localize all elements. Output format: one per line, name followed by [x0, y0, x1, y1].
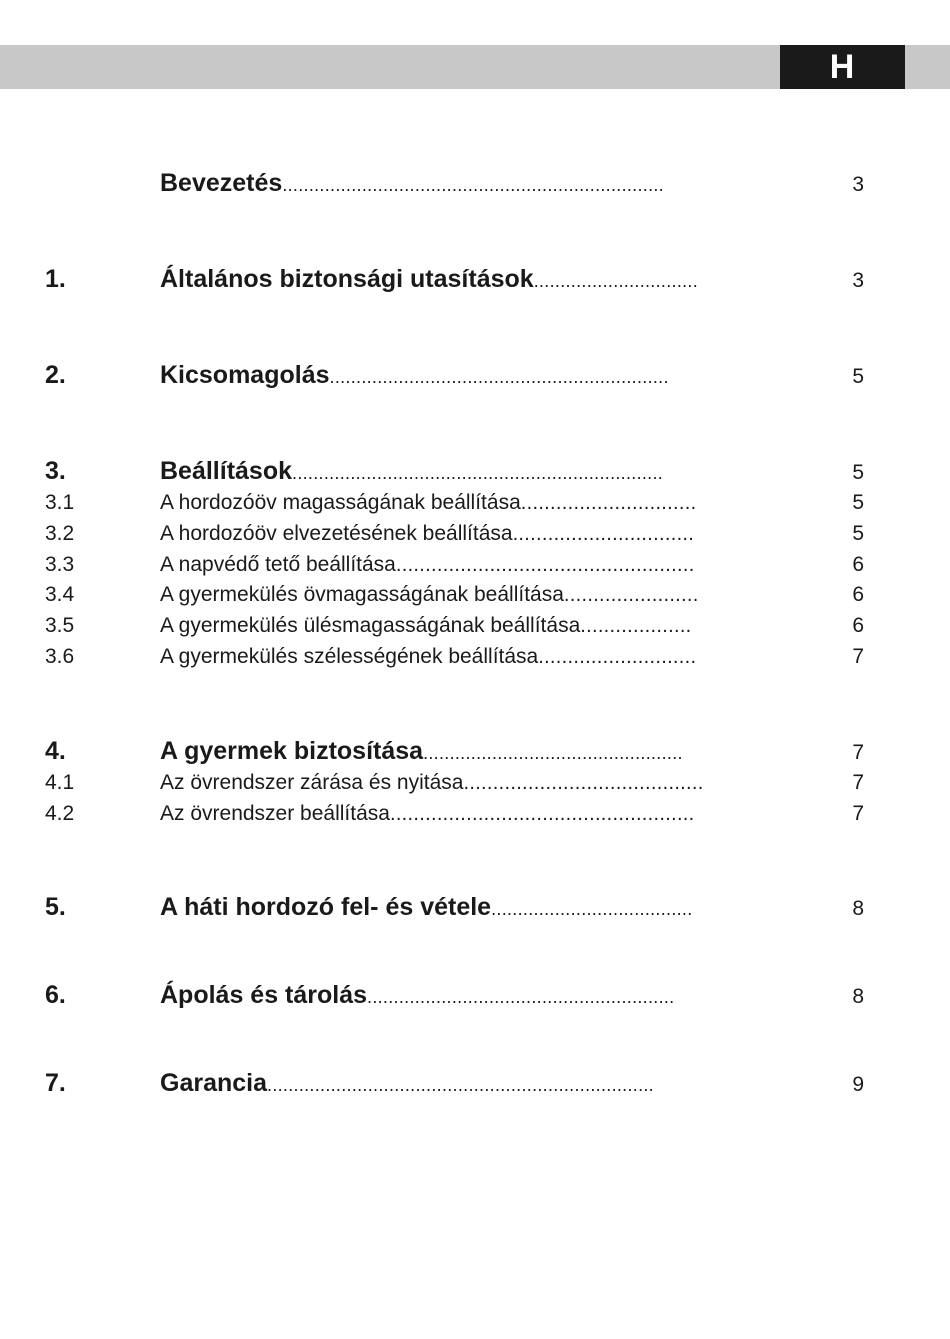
toc-title	[160, 552, 695, 578]
toc-page-number: 7	[852, 741, 864, 764]
toc-leader-dots: ...................................................	[395, 554, 695, 576]
toc-number: 3.3	[45, 553, 75, 576]
toc-title	[160, 613, 692, 639]
toc-leader-dots: ........................................................................	[282, 175, 664, 195]
toc-leader-dots: ...................	[580, 615, 692, 637]
toc-number: 1.	[45, 265, 66, 293]
toc-page-number: 5	[852, 461, 864, 484]
toc-title-text: Kicsomagolás	[160, 361, 330, 389]
toc-title	[160, 582, 699, 608]
toc-title-text: A gyermekülés ülésmagasságának beállítása	[160, 614, 581, 637]
toc-number: 3.	[45, 457, 66, 485]
toc-title-text: Az övrendszer zárása és nyitása	[160, 771, 464, 794]
toc-number: 6.	[45, 981, 66, 1009]
toc-page-number: 3	[852, 173, 864, 196]
toc-page-number: 7	[852, 771, 864, 794]
toc-leader-dots: ..........................................................	[367, 987, 675, 1007]
toc-leader-dots: ................................................................	[329, 367, 669, 387]
toc-leader-dots: .................................................	[423, 743, 683, 763]
toc-title-text: Garancia	[160, 1069, 268, 1097]
toc-title-text: A hordozóöv magasságának beállítása	[160, 491, 521, 514]
toc-title	[160, 892, 693, 924]
toc-title-text: A napvédő tető beállítása	[160, 553, 396, 576]
toc-title-text: Beállítások	[160, 457, 293, 485]
toc-number: 4.	[45, 737, 66, 765]
toc-number: 3.6	[45, 645, 75, 668]
toc-title-text: A hordozóöv elvezetésének beállítása	[160, 522, 513, 545]
toc-title	[160, 644, 696, 670]
toc-title-text: Az övrendszer beállítása	[160, 802, 390, 825]
toc-leader-dots: .........................................................................	[267, 1075, 654, 1095]
toc-page-number: 6	[852, 583, 864, 606]
toc-leader-dots: ....................................................	[389, 803, 695, 825]
toc-title-text: Általános biztonsági utasítások	[160, 265, 534, 293]
toc-page-number: 3	[852, 269, 864, 292]
toc-title	[160, 264, 698, 296]
toc-leader-dots: ......................................	[491, 899, 693, 919]
toc-title-text: Ápolás és tárolás	[160, 981, 368, 1009]
toc-page-number: 5	[852, 491, 864, 514]
toc-number: 3.1	[45, 491, 75, 514]
toc-page-number: 9	[852, 1073, 864, 1096]
toc-number: 3.5	[45, 614, 75, 637]
toc-title	[160, 770, 704, 796]
toc-page-number: 5	[852, 365, 864, 388]
toc-page-number: 7	[852, 802, 864, 825]
toc-title	[160, 801, 695, 827]
toc-number: 3.4	[45, 583, 75, 606]
toc-title	[160, 490, 696, 516]
toc-title	[160, 168, 664, 200]
toc-leader-dots: ...............................	[512, 523, 695, 545]
toc-leader-dots: ...............................	[533, 271, 699, 291]
toc-title-text: A gyermek biztosítása	[160, 737, 424, 765]
toc-title	[160, 980, 675, 1012]
toc-page-number: 7	[852, 645, 864, 668]
toc-leader-dots: ......................................................................	[292, 463, 664, 483]
toc-number: 5.	[45, 893, 66, 921]
toc-title-text: A háti hordozó fel- és vétele	[160, 893, 492, 921]
toc-number: 4.2	[45, 802, 75, 825]
toc-leader-dots: ...........................	[538, 646, 697, 668]
toc-number: 4.1	[45, 771, 75, 794]
toc-leader-dots: ..............................	[520, 492, 697, 514]
toc-number: 2.	[45, 361, 66, 389]
toc-title	[160, 456, 663, 488]
toc-title-text: A gyermekülés övmagasságának beállítása	[160, 583, 564, 606]
toc-title	[160, 360, 669, 392]
toc-title	[160, 521, 694, 547]
toc-number: 7.	[45, 1069, 66, 1097]
toc-title	[160, 736, 683, 768]
toc-title-text: A gyermekülés szélességének beállítása	[160, 645, 539, 668]
toc-page-number: 6	[852, 614, 864, 637]
toc-title	[160, 1068, 654, 1100]
toc-title-text: Bevezetés	[160, 169, 283, 197]
toc-page-number: 8	[852, 897, 864, 920]
toc-page-number: 6	[852, 553, 864, 576]
toc-number: 3.2	[45, 522, 75, 545]
language-tab: H	[780, 45, 905, 89]
toc-page-number: 5	[852, 522, 864, 545]
toc-page-number: 8	[852, 985, 864, 1008]
toc-leader-dots: .......................	[563, 584, 699, 606]
toc-leader-dots: .........................................	[463, 772, 704, 794]
